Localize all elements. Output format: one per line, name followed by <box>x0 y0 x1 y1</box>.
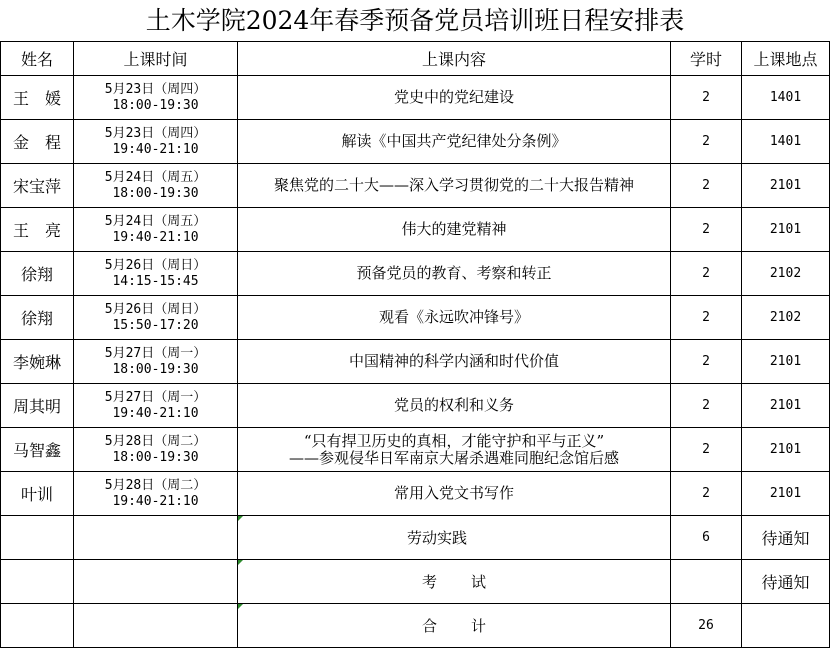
header-hours: 学时 <box>671 42 742 76</box>
class-content <box>238 384 671 428</box>
class-date: 5月26日（周日） <box>104 257 207 273</box>
summary-row <box>1 604 830 648</box>
lecturer-name: 王 亮 <box>1 208 74 252</box>
class-hours-range: 15:50-17:20 <box>112 317 199 333</box>
header-location: 上课地点 <box>742 42 830 76</box>
summary-location: 待通知 <box>742 516 830 560</box>
class-date: 5月27日（周一） <box>104 389 207 405</box>
summary-hours <box>671 560 742 604</box>
class-date: 5月24日（周五） <box>104 169 207 185</box>
class-time <box>74 296 238 340</box>
class-hours-range: 18:00-19:30 <box>112 361 199 377</box>
room-number: 2101 <box>742 208 830 252</box>
content-line-1: 聚焦党的二十大——深入学习贯彻党的二十大报告精神 <box>273 176 634 194</box>
credit-hours: 2 <box>671 384 742 428</box>
class-content <box>238 428 671 472</box>
table-row <box>1 76 830 120</box>
lecturer-name: 叶训 <box>1 472 74 516</box>
class-date: 5月26日（周日） <box>104 301 207 317</box>
summary-location: 待通知 <box>742 560 830 604</box>
empty-cell <box>1 560 74 604</box>
content-line-1: 中国精神的科学内涵和时代价值 <box>348 352 559 370</box>
table-row <box>1 296 830 340</box>
empty-cell <box>1 604 74 648</box>
header-time: 上课时间 <box>74 42 238 76</box>
class-date: 5月28日（周二） <box>104 477 207 493</box>
class-hours-range: 19:40-21:10 <box>112 141 199 157</box>
class-content <box>238 120 671 164</box>
header-content: 上课内容 <box>238 42 671 76</box>
room-number: 2101 <box>742 384 830 428</box>
content-line-1: 党史中的党纪建设 <box>393 88 514 106</box>
page-title: 土木学院2024年春季预备党员培训班日程安排表 <box>145 6 685 35</box>
content-line-1: 伟大的建党精神 <box>401 220 507 238</box>
credit-hours: 2 <box>671 120 742 164</box>
empty-cell <box>74 604 238 648</box>
credit-hours: 2 <box>671 296 742 340</box>
summary-label-a: 劳动实践 <box>406 529 467 547</box>
cell-marker-icon <box>238 560 243 565</box>
table-row <box>1 208 830 252</box>
summary-row <box>1 516 830 560</box>
summary-row <box>1 560 830 604</box>
class-content <box>238 76 671 120</box>
lecturer-name: 王 媛 <box>1 76 74 120</box>
lecturer-name: 周其明 <box>1 384 74 428</box>
summary-label-a: 合 <box>421 617 437 635</box>
table-row <box>1 164 830 208</box>
summary-label-b: 计 <box>471 617 487 635</box>
class-date: 5月28日（周二） <box>104 433 207 449</box>
lecturer-name: 宋宝萍 <box>1 164 74 208</box>
header-name: 姓名 <box>1 42 74 76</box>
class-content <box>238 164 671 208</box>
lecturer-name: 金 程 <box>1 120 74 164</box>
class-hours-range: 18:00-19:30 <box>112 185 199 201</box>
summary-label <box>238 604 671 648</box>
class-time <box>74 120 238 164</box>
class-hours-range: 19:40-21:10 <box>112 229 199 245</box>
summary-hours: 26 <box>671 604 742 648</box>
class-hours-range: 19:40-21:10 <box>112 405 199 421</box>
class-date: 5月24日（周五） <box>104 213 207 229</box>
credit-hours: 2 <box>671 164 742 208</box>
table-row <box>1 252 830 296</box>
class-content <box>238 208 671 252</box>
class-content <box>238 340 671 384</box>
credit-hours: 2 <box>671 340 742 384</box>
lecturer-name: 马智鑫 <box>1 428 74 472</box>
class-date: 5月23日（周四） <box>104 81 207 97</box>
schedule-table <box>0 41 830 648</box>
content-line-1: 解读《中国共产党纪律处分条例》 <box>341 132 567 150</box>
class-time <box>74 384 238 428</box>
empty-cell <box>74 560 238 604</box>
class-time <box>74 76 238 120</box>
summary-label-a: 考 <box>421 573 437 591</box>
content-line-2: ——参观侵华日军南京大屠杀遇难同胞纪念馆后感 <box>288 448 619 467</box>
class-date: 5月27日（周一） <box>104 345 207 361</box>
cell-marker-icon <box>238 516 243 521</box>
room-number: 2102 <box>742 252 830 296</box>
summary-hours: 6 <box>671 516 742 560</box>
credit-hours: 2 <box>671 208 742 252</box>
summary-location <box>742 604 830 648</box>
room-number: 1401 <box>742 76 830 120</box>
cell-marker-icon <box>238 604 243 609</box>
room-number: 2101 <box>742 472 830 516</box>
table-row <box>1 472 830 516</box>
class-time <box>74 208 238 252</box>
summary-label-b: 试 <box>471 573 487 591</box>
class-hours-range: 18:00-19:30 <box>112 449 199 465</box>
room-number: 1401 <box>742 120 830 164</box>
class-hours-range: 19:40-21:10 <box>112 493 199 509</box>
lecturer-name: 李婉琳 <box>1 340 74 384</box>
empty-cell <box>1 516 74 560</box>
class-content <box>238 472 671 516</box>
table-row <box>1 340 830 384</box>
credit-hours: 2 <box>671 428 742 472</box>
summary-label <box>238 516 671 560</box>
content-line-1: 观看《永远吹冲锋号》 <box>378 308 529 326</box>
class-time <box>74 252 238 296</box>
class-time <box>74 340 238 384</box>
room-number: 2101 <box>742 164 830 208</box>
credit-hours: 2 <box>671 252 742 296</box>
table-row <box>1 384 830 428</box>
content-line-1: 预备党员的教育、考察和转正 <box>356 264 552 282</box>
content-line-1: 常用入党文书写作 <box>393 484 514 502</box>
class-time <box>74 164 238 208</box>
lecturer-name: 徐翔 <box>1 296 74 340</box>
class-content <box>238 296 671 340</box>
header-row <box>1 42 830 76</box>
lecturer-name: 徐翔 <box>1 252 74 296</box>
class-content <box>238 252 671 296</box>
class-hours-range: 14:15-15:45 <box>112 273 199 289</box>
content-line-1: “只有捍卫历史的真相，才能守护和平与正义” <box>303 431 605 450</box>
room-number: 2102 <box>742 296 830 340</box>
room-number: 2101 <box>742 428 830 472</box>
table-row <box>1 120 830 164</box>
class-time <box>74 428 238 472</box>
class-time <box>74 472 238 516</box>
class-hours-range: 18:00-19:30 <box>112 97 199 113</box>
class-date: 5月23日（周四） <box>104 125 207 141</box>
summary-label <box>238 560 671 604</box>
credit-hours: 2 <box>671 472 742 516</box>
credit-hours: 2 <box>671 76 742 120</box>
table-row <box>1 428 830 472</box>
empty-cell <box>74 516 238 560</box>
room-number: 2101 <box>742 340 830 384</box>
content-line-1: 党员的权利和义务 <box>393 396 514 414</box>
